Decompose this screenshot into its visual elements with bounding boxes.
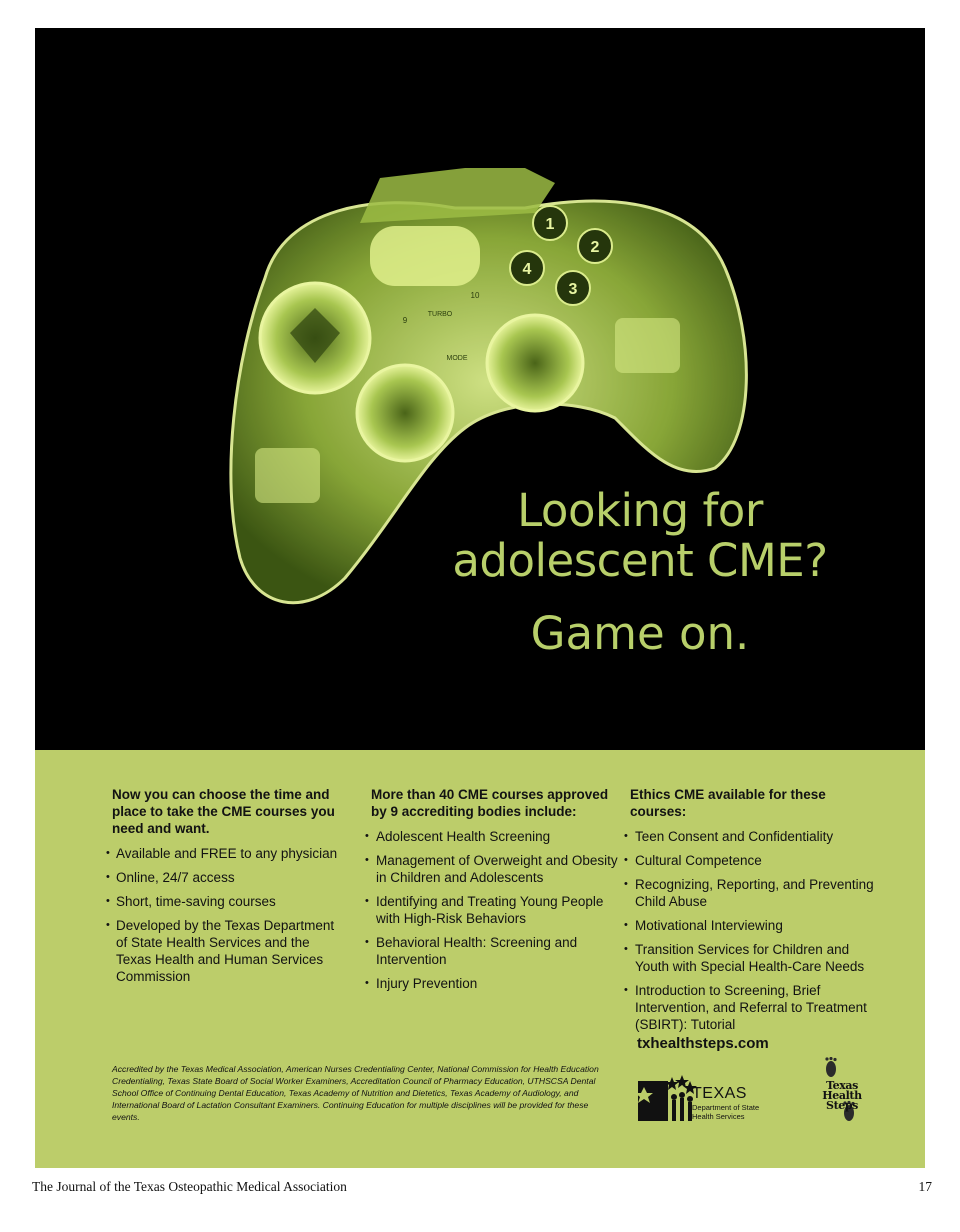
journal-title: The Journal of the Texas Osteopathic Medical Association (32, 1179, 347, 1194)
courses-list (371, 828, 623, 992)
list-item: • Recognizing, Reporting, and Preventing Child Abuse (624, 876, 885, 910)
info-panel (35, 750, 925, 1168)
list-item: • Short, time-saving courses (106, 893, 344, 910)
ethics-column (630, 786, 885, 1040)
button-4-label: 4 (522, 261, 532, 278)
ethics-list (630, 828, 885, 1033)
button-9-label: 9 (402, 316, 408, 325)
courses-heading: More than 40 CME courses approved by 9 accrediting bodies include: (371, 787, 609, 819)
dshs-logo-wordmark: TEXAS (692, 1085, 747, 1102)
headline-line-1: Looking for (517, 484, 763, 537)
list-item: • Developed by the Texas Department of State Health Services and the Texas Health and Human Services Commission (106, 917, 344, 985)
list-item: • Introduction to Screening, Brief Intervention, and Referral to Treatment (SBIRT): Tutorial (624, 982, 885, 1033)
list-item: • Available and FREE to any physician (106, 845, 344, 862)
button-3-label: 3 (568, 281, 578, 298)
button-1-label: 1 (545, 216, 555, 233)
hero-banner (35, 28, 925, 750)
benefits-heading: Now you can choose the time and place to take the CME courses you need and want. (112, 787, 335, 836)
headline (440, 486, 840, 659)
turbo-label: TURBO (427, 311, 453, 318)
page-number: 17 (918, 1179, 932, 1194)
list-item: • Motivational Interviewing (624, 917, 885, 934)
list-item: • Teen Consent and Confidentiality (624, 828, 885, 845)
texas-health-steps-logo-text: Texas Health Steps (822, 1079, 862, 1112)
dshs-logo-subtitle: Department of State Health Services (692, 1103, 760, 1121)
list-item: • Adolescent Health Screening (365, 828, 623, 845)
button-2-label: 2 (590, 239, 600, 256)
benefits-column (112, 786, 344, 992)
website-link[interactable]: txhealthsteps.com (637, 1035, 769, 1052)
headline-line-2: adolescent CME? (452, 533, 828, 587)
list-item: • Identifying and Treating Young People with High-Risk Behaviors (365, 893, 623, 927)
accreditation-note: Accredited by the Texas Medical Association, American Nurses Credentialing Center, National Commission for Health Education Credentialing, Texas State Board of Social Worker Examiners, Accreditation Council of Pharmacy Education, UTHSCSA Dental School Office of Continuing Dental Education, Texas Academy of Nutrition and Dietetics, Texas Academy of Audiology, and International Board of Lactation Consultant Examiners. Continuing Education for multiple disciplines will be provided for these events. (112, 1064, 599, 1122)
list-item: • Behavioral Health: Screening and Intervention (365, 934, 623, 968)
ethics-heading: Ethics CME available for these courses: (630, 787, 826, 819)
list-item: • Cultural Competence (624, 852, 885, 869)
benefits-list (112, 845, 344, 985)
list-item: • Online, 24/7 access (106, 869, 344, 886)
list-item: • Management of Overweight and Obesity in Children and Adolescents (365, 852, 623, 886)
button-10-label: 10 (470, 291, 480, 300)
courses-column (371, 786, 623, 999)
list-item: • Injury Prevention (365, 975, 623, 992)
mode-label: MODE (446, 355, 468, 362)
list-item: • Transition Services for Children and Youth with Special Health-Care Needs (624, 941, 885, 975)
headline-tagline: Game on. (530, 607, 750, 660)
